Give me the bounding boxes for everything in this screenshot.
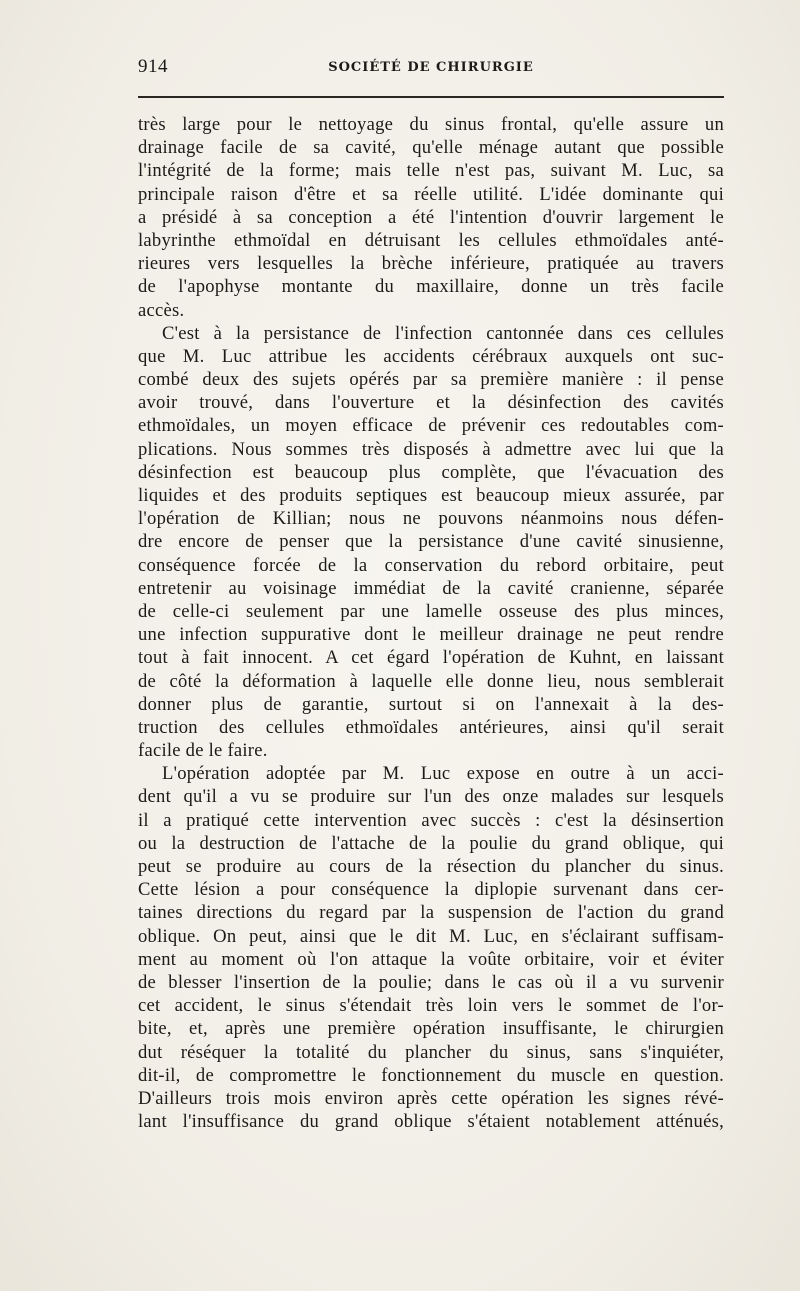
text-line: l'opération de Killian; nous ne pouvons néanmoins nous défen- [138, 508, 724, 530]
text-line: tout à fait innocent. A cet égard l'opération de Kuhnt, en laissant [138, 647, 724, 669]
text-line: de blesser l'insertion de la poulie; dans le cas où il a vu survenir [138, 971, 724, 993]
text-line: facile de le faire. [138, 740, 268, 762]
text-line: entretenir au voisinage immédiat de la cavité cranienne, séparée [138, 577, 724, 599]
text-line: labyrinthe ethmoïdal en détruisant les cellules ethmoïdales anté- [138, 229, 724, 251]
text-line: ou la destruction de l'attache de la poulie du grand oblique, qui [138, 832, 724, 854]
text-line: lant l'insuffisance du grand oblique s'étaient notablement atténués, [138, 1111, 724, 1133]
running-head: SOCIÉTÉ DE CHIRURGIE [328, 60, 534, 75]
text-line: dut réséquer la totalité du plancher du sinus, sans s'inquiéter, [138, 1041, 724, 1063]
text-line: principale raison d'être et sa réelle utilité. L'idée dominante qui [138, 183, 724, 205]
text-line: ethmoïdales, un moyen efficace de prévenir ces redoutables com- [138, 415, 724, 437]
text-line: il a pratiqué cette intervention avec succès : c'est la désinsertion [138, 809, 724, 831]
text-line: désinfection est beaucoup plus complète, que l'évacuation des [138, 461, 724, 483]
text-line: D'ailleurs trois mois environ après cette opération les signes révé- [138, 1087, 724, 1109]
text-line: taines directions du regard par la suspension de l'action du grand [138, 902, 724, 924]
text-line: C'est à la persistance de l'infection cantonnée dans ces cellules [162, 322, 724, 344]
text-line: que M. Luc attribue les accidents cérébraux auxquels ont suc- [138, 345, 724, 367]
text-line: une infection suppurative dont le meilleur drainage ne peut rendre [138, 624, 724, 646]
text-line: dre encore de penser que la persistance d'une cavité sinusienne, [138, 531, 724, 553]
text-line: accès. [138, 299, 185, 321]
header-rule [138, 96, 724, 98]
text-line: plications. Nous sommes très disposés à admettre avec lui que la [138, 438, 724, 460]
text-line: de l'apophyse montante du maxillaire, donne un très facile [138, 276, 724, 298]
text-line: dent qu'il a vu se produire sur l'un des onze malades sur lesquels [138, 786, 724, 808]
body-text [138, 113, 724, 1133]
text-line: peut se produire au cours de la résection du plancher du sinus. [138, 856, 724, 877]
text-line: rieures vers lesquelles la brèche inférieure, pratiquée au travers [138, 253, 724, 275]
text-line: a présidé à sa conception a été l'intention d'ouvrir largement le [138, 206, 724, 228]
text-line: cet accident, le sinus s'étendait très loin vers le sommet de l'or- [138, 995, 724, 1017]
text-line: l'intégrité de la forme; mais telle n'est pas, suivant M. Luc, sa [138, 160, 724, 182]
text-line: Cette lésion a pour conséquence la diplopie survenant dans cer- [138, 879, 724, 901]
text-line: avoir trouvé, dans l'ouverture et la désinfection des cavités [138, 392, 724, 414]
text-line: truction des cellules ethmoïdales antérieures, ainsi qu'il serait [138, 716, 724, 738]
text-line: oblique. On peut, ainsi que le dit M. Luc, en s'éclairant suffisam- [138, 925, 724, 947]
text-line: de celle-ci seulement par une lamelle osseuse des plus minces, [138, 600, 724, 622]
text-line: donner plus de garantie, surtout si on l'annexait à la des- [138, 693, 724, 715]
text-line: bite, et, après une première opération insuffisante, le chirurgien [138, 1018, 724, 1040]
text-line: liquides et des produits septiques est beaucoup mieux assurée, par [138, 485, 724, 506]
text-line: combé deux des sujets opérés par sa première manière : il pense [138, 369, 724, 391]
text-line: de côté la déformation à laquelle elle donne lieu, nous semblerait [138, 670, 724, 692]
page-number: 914 [138, 56, 168, 77]
text-line: conséquence forcée de la conservation du rebord orbitaire, peut [138, 554, 724, 576]
text-line: L'opération adoptée par M. Luc expose en outre à un acci- [162, 763, 724, 785]
text-line: drainage facile de sa cavité, qu'elle ménage autant que possible [138, 137, 724, 159]
page-header [138, 56, 724, 86]
text-line: très large pour le nettoyage du sinus frontal, qu'elle assure un [138, 114, 724, 135]
text-line: dit-il, de compromettre le fonctionnement du muscle en question. [138, 1064, 724, 1086]
text-line: ment au moment où l'on attaque la voûte orbitaire, voir et éviter [138, 948, 724, 970]
